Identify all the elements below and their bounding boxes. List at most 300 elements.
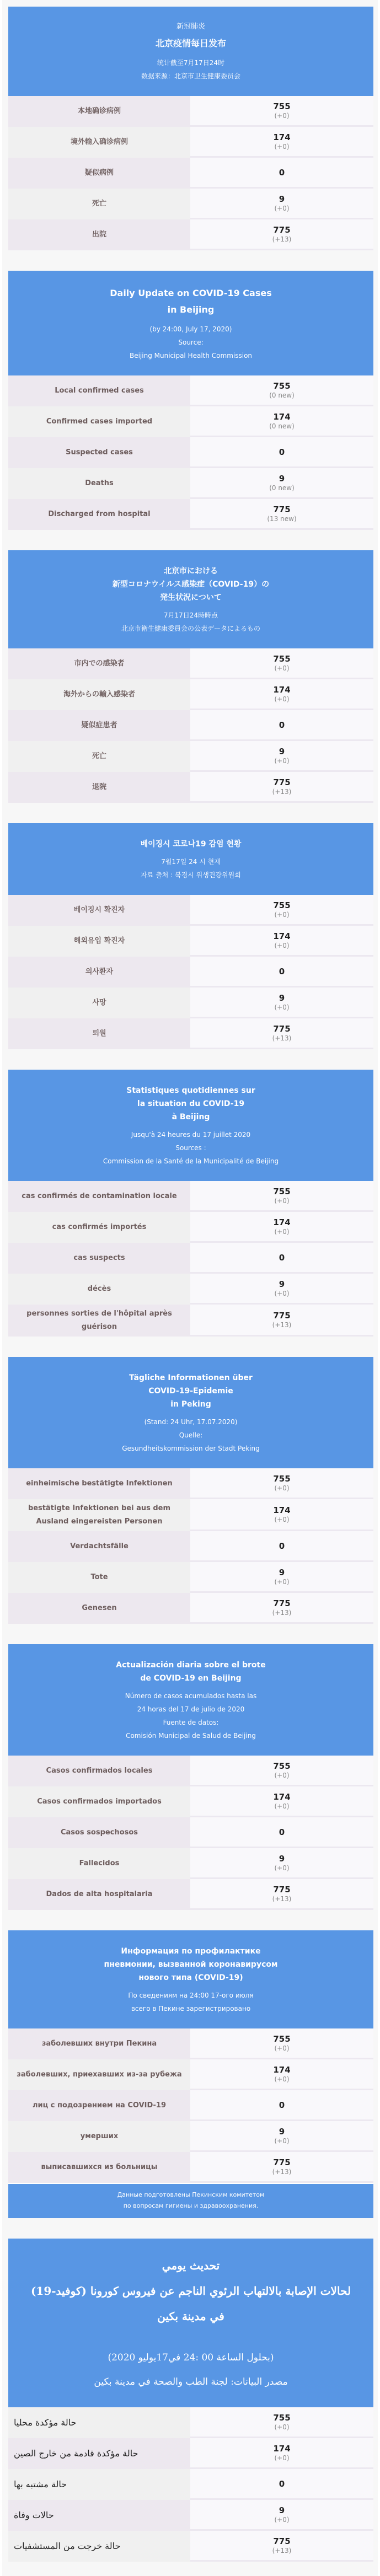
header-title-line: 発生状況について <box>160 593 222 602</box>
row-value-cell <box>190 957 373 988</box>
row-label: personnes sorties de l'hôpital après guérison <box>8 1305 190 1337</box>
table-row <box>8 406 373 437</box>
row-value-cell <box>190 158 373 189</box>
row-value-cell <box>190 1243 373 1274</box>
table-row <box>8 1274 373 1305</box>
row-value: 775 <box>273 2157 291 2167</box>
row-value-cell <box>190 2059 373 2090</box>
row-value: 755 <box>273 1761 291 1771</box>
row-label: حالة مؤكدة قادمة من خارج الصين <box>8 2438 190 2469</box>
row-value-cell <box>190 926 373 957</box>
row-delta: (+13) <box>272 1034 292 1042</box>
row-label: 사망 <box>8 988 190 1018</box>
stats-table <box>8 1756 373 1910</box>
row-value-cell <box>190 1786 373 1817</box>
row-value-cell <box>190 468 373 499</box>
row-value: 755 <box>273 2033 291 2044</box>
header-spacer <box>19 1984 362 1989</box>
row-delta: (+13) <box>272 2546 292 2554</box>
row-label: décès <box>8 1274 190 1305</box>
row-label: cas confirmés de contamination locale <box>8 1181 190 1212</box>
row-label: 本地确诊病例 <box>8 96 190 127</box>
row-label: Local confirmed cases <box>8 375 190 406</box>
row-label: 疑似病例 <box>8 158 190 189</box>
row-value: 755 <box>273 101 291 111</box>
section-header <box>8 550 373 648</box>
row-label: Casos confirmados locales <box>8 1756 190 1786</box>
header-title-line: la situation du COVID-19 <box>137 1099 245 1108</box>
row-value: 174 <box>273 2064 291 2075</box>
row-value-cell <box>190 741 373 772</box>
row-label: حالات وفاة <box>8 2500 190 2531</box>
row-delta: (+0) <box>274 1484 290 1492</box>
row-value-cell <box>190 1879 373 1910</box>
row-label: 退院 <box>8 772 190 803</box>
row-label: Fallecidos <box>8 1848 190 1879</box>
row-value: 0 <box>279 447 285 457</box>
row-value-cell <box>190 219 373 250</box>
row-delta: (+0) <box>274 1864 290 1872</box>
row-value-cell <box>190 2152 373 2183</box>
header-subtitle-line: 统计截至7月17日24时 <box>157 59 225 67</box>
row-value: 9 <box>279 746 285 756</box>
header-title-line: في مدينة بكين <box>157 2310 224 2323</box>
row-value: 0 <box>279 966 285 976</box>
report-section-fr <box>8 1070 373 1337</box>
row-value-cell <box>190 772 373 803</box>
table-row <box>8 158 373 189</box>
table-row <box>8 2438 373 2469</box>
table-row <box>8 1499 373 1531</box>
section-header <box>8 7 373 96</box>
row-value: 9 <box>279 473 285 484</box>
row-value-cell <box>190 406 373 437</box>
row-delta: (+13) <box>272 1321 292 1329</box>
row-delta: (+0) <box>274 1289 290 1297</box>
header-title-line: Daily Update on COVID-19 Cases <box>110 288 272 298</box>
header-spacer <box>19 2329 362 2346</box>
row-value-cell <box>190 1274 373 1305</box>
section-header <box>8 2239 373 2407</box>
header-title-line: Actualización diaria sobre el brote <box>116 1661 266 1670</box>
table-row <box>8 1212 373 1243</box>
row-value: 0 <box>279 1827 285 1837</box>
row-delta: (+13) <box>272 2167 292 2176</box>
row-delta: (0 new) <box>269 484 295 492</box>
row-value-cell <box>190 1212 373 1243</box>
row-value: 9 <box>279 1853 285 1864</box>
table-row <box>8 375 373 406</box>
report-section-ar <box>8 2239 373 2562</box>
row-label: Suspected cases <box>8 437 190 468</box>
header-title-line: 베이징시 코로나19 감염 현황 <box>140 840 242 849</box>
table-row <box>8 1305 373 1337</box>
header-subtitle-line: Quelle: <box>179 1431 203 1439</box>
row-value-cell <box>190 988 373 1018</box>
table-row <box>8 2500 373 2531</box>
section-header <box>8 1644 373 1756</box>
stats-table <box>8 1468 373 1624</box>
row-label: حالة مشتبه بها <box>8 2469 190 2500</box>
header-spacer <box>19 851 362 855</box>
row-delta: (+0) <box>274 2454 290 2462</box>
table-row <box>8 127 373 158</box>
header-title-line: Statistiques quotidiennes sur <box>126 1086 255 1095</box>
header-subtitle-line: 24 horas del 17 de julio de 2020 <box>137 1705 245 1713</box>
row-value: 174 <box>273 1505 291 1515</box>
section-header <box>8 1070 373 1181</box>
row-delta: (+0) <box>274 2515 290 2524</box>
table-row <box>8 2028 373 2059</box>
table-row <box>8 1756 373 1786</box>
row-value: 9 <box>279 992 285 1003</box>
header-subtitle-line: 자료 출처 : 북경시 위생건강위원회 <box>141 871 241 879</box>
header-title-line: пневмонии, вызванной коронавирусом <box>104 1960 278 1969</box>
footer-line: по вопросам гигиены и здравоохранения. <box>123 2202 259 2209</box>
report-section-ja <box>8 550 373 803</box>
row-value-cell <box>190 96 373 127</box>
header-title-line: нового типа (COVID-19) <box>138 1973 243 1982</box>
row-delta: (+0) <box>274 204 290 212</box>
row-value-cell <box>190 1181 373 1212</box>
report-section-es <box>8 1644 373 1910</box>
report-section-ru <box>8 1930 373 2218</box>
row-delta: (+0) <box>274 111 290 120</box>
table-row <box>8 189 373 219</box>
row-value: 755 <box>273 900 291 910</box>
row-label: 퇴원 <box>8 1018 190 1049</box>
table-row <box>8 437 373 468</box>
row-value: 755 <box>273 2412 291 2423</box>
row-value: 755 <box>273 1473 291 1484</box>
report-section-en <box>8 271 373 530</box>
header-subtitle-line: всего в Пекине зарегистрировано <box>131 2005 251 2012</box>
row-value: 775 <box>273 224 291 235</box>
header-title-line: Информация по профилактике <box>121 1947 261 1956</box>
header-title-line: تحديث يومي <box>162 2259 220 2272</box>
table-row <box>8 1848 373 1879</box>
header-subtitle-line: Commission de la Santé de la Municipalité de Beijing <box>103 1157 279 1165</box>
stats-table <box>8 648 373 803</box>
row-delta: (+0) <box>274 1771 290 1779</box>
header-subtitle-line: Fuente de datos: <box>163 1719 219 1726</box>
row-value-cell <box>190 1756 373 1786</box>
table-row <box>8 2152 373 2183</box>
row-label: Casos sospechosos <box>8 1817 190 1848</box>
header-spacer <box>19 1685 362 1689</box>
row-delta: (+0) <box>274 1227 290 1236</box>
row-label: 해외유입 확진자 <box>8 926 190 957</box>
stats-table <box>8 1181 373 1337</box>
header-title-line: COVID-19-Epidemie <box>148 1387 233 1396</box>
row-value-cell <box>190 2407 373 2438</box>
header-subtitle-line: 北京市衛生健康委員会の公表データによるもの <box>121 625 260 632</box>
row-delta: (+0) <box>274 2423 290 2431</box>
header-title-line: de COVID-19 en Beijing <box>140 1674 242 1683</box>
section-header <box>8 823 373 895</box>
row-value-cell <box>190 1018 373 1049</box>
row-value-cell <box>190 1848 373 1879</box>
row-value-cell <box>190 1305 373 1337</box>
row-label: einheimische bestätigte Infektionen <box>8 1468 190 1499</box>
row-delta: (+0) <box>274 695 290 703</box>
row-value: 775 <box>273 1310 291 1321</box>
row-label: 海外からの輸入感染者 <box>8 679 190 710</box>
row-label: 死亡 <box>8 189 190 219</box>
row-value-cell <box>190 2500 373 2531</box>
row-value: 174 <box>273 411 291 422</box>
table-row <box>8 1817 373 1848</box>
row-value-cell <box>190 679 373 710</box>
row-value: 174 <box>273 684 291 695</box>
table-row <box>8 926 373 957</box>
row-value-cell <box>190 2121 373 2152</box>
row-value: 174 <box>273 1791 291 1802</box>
row-value: 0 <box>279 167 285 178</box>
row-delta: (0 new) <box>269 422 295 430</box>
report-section-de <box>8 1357 373 1624</box>
row-value: 9 <box>279 1567 285 1577</box>
row-label: Discharged from hospital <box>8 499 190 530</box>
section-header <box>8 1930 373 2028</box>
row-delta: (+0) <box>274 1577 290 1586</box>
header-subtitle-line: Sources : <box>175 1144 206 1152</box>
table-row <box>8 988 373 1018</box>
row-label: Tote <box>8 1562 190 1593</box>
stats-table <box>8 96 373 250</box>
table-row <box>8 499 373 530</box>
header-subtitle-line: (بحلول الساعة 00 :24 في17يوليو 2020) <box>108 2352 274 2363</box>
header-subtitle-line: Beijing Municipal Health Commission <box>129 352 253 359</box>
row-value: 755 <box>273 653 291 664</box>
table-row <box>8 772 373 803</box>
table-row <box>8 2121 373 2152</box>
row-value: 174 <box>273 2443 291 2454</box>
row-value: 0 <box>279 2478 285 2489</box>
table-row <box>8 1562 373 1593</box>
row-label: умерших <box>8 2121 190 2152</box>
row-delta: (+13) <box>272 235 292 243</box>
table-row <box>8 2469 373 2500</box>
header-kicker: 新冠肺炎 <box>176 23 205 31</box>
header-subtitle-line: Jusqu'à 24 heures du 17 juillet 2020 <box>131 1131 251 1139</box>
row-delta: (+0) <box>274 756 290 765</box>
row-value: 0 <box>279 1252 285 1263</box>
row-value-cell <box>190 127 373 158</box>
header-spacer <box>19 52 362 56</box>
row-value: 775 <box>273 504 291 514</box>
header-title-line: 北京疫情每日发布 <box>155 38 226 49</box>
stats-table <box>8 2028 373 2183</box>
row-value: 775 <box>273 1884 291 1895</box>
section-footer <box>8 2183 373 2218</box>
row-value: 0 <box>279 1541 285 1551</box>
header-spacer <box>19 318 362 323</box>
covid-daily-report-page <box>2 0 378 2576</box>
row-label: заболевших, приехавших из-за рубежа <box>8 2059 190 2090</box>
row-value: 775 <box>273 2536 291 2546</box>
row-label: حالة خرجت من المستشفيات <box>8 2531 190 2562</box>
header-subtitle-line: 7월17일 24 시 현재 <box>161 858 221 866</box>
row-label: 境外输入确诊病例 <box>8 127 190 158</box>
row-label: cas suspects <box>8 1243 190 1274</box>
row-value: 174 <box>273 132 291 142</box>
row-delta: (+13) <box>272 1608 292 1617</box>
header-title-line: لحالات الإصابة بالالتهاب الرئوي الناجم عن فيروس كورونا (كوفيد-19) <box>30 2284 351 2298</box>
table-row <box>8 2090 373 2121</box>
header-subtitle-line: 7月17日24時時点 <box>163 611 218 619</box>
row-value-cell <box>190 375 373 406</box>
stats-table <box>8 2407 373 2562</box>
row-value-cell <box>190 499 373 530</box>
row-delta: (+0) <box>274 2044 290 2052</box>
row-label: Verdachtsfälle <box>8 1531 190 1562</box>
table-row <box>8 96 373 127</box>
footer-line: Данные подготовлены Пекинским комитетом <box>117 2191 265 2198</box>
row-value: 775 <box>273 1023 291 1034</box>
header-subtitle-line: По сведениям на 24:00 17-ого июля <box>128 1992 254 1999</box>
row-label: 베이징시 확진자 <box>8 895 190 926</box>
row-delta: (13 new) <box>267 514 297 523</box>
table-row <box>8 219 373 250</box>
header-spacer <box>19 1411 362 1415</box>
row-value-cell <box>190 1562 373 1593</box>
row-value-cell <box>190 2028 373 2059</box>
row-value-cell <box>190 710 373 741</box>
row-value-cell <box>190 1817 373 1848</box>
row-label: Deaths <box>8 468 190 499</box>
table-row <box>8 1879 373 1910</box>
row-value-cell <box>190 1468 373 1499</box>
row-value: 9 <box>279 2505 285 2515</box>
row-delta: (+0) <box>274 1515 290 1523</box>
table-row <box>8 679 373 710</box>
row-value: 755 <box>273 380 291 391</box>
table-row <box>8 710 373 741</box>
table-row <box>8 1181 373 1212</box>
table-row <box>8 1468 373 1499</box>
header-spacer <box>19 604 362 609</box>
table-row <box>8 2059 373 2090</box>
table-row <box>8 1786 373 1817</box>
row-delta: (+0) <box>274 664 290 672</box>
table-row <box>8 2407 373 2438</box>
header-spacer <box>19 1124 362 1128</box>
stats-table <box>8 375 373 530</box>
report-section-ko <box>8 823 373 1049</box>
row-delta: (+0) <box>274 1196 290 1205</box>
header-subtitle-line: (by 24:00, July 17, 2020) <box>149 325 232 333</box>
row-delta: (+13) <box>272 787 292 796</box>
table-row <box>8 1243 373 1274</box>
table-row <box>8 895 373 926</box>
row-value-cell <box>190 1499 373 1531</box>
row-value-cell <box>190 648 373 679</box>
row-value-cell <box>190 2531 373 2562</box>
row-label: bestätigte Infektionen bei aus dem Ausland eingereisten Personen <box>8 1499 190 1531</box>
row-value-cell <box>190 437 373 468</box>
row-label: заболевших внутри Пекина <box>8 2028 190 2059</box>
header-title-line: in Peking <box>170 1400 211 1409</box>
row-label: 의사환자 <box>8 957 190 988</box>
row-label: Casos confirmados importados <box>8 1786 190 1817</box>
row-value-cell <box>190 1593 373 1624</box>
row-delta: (0 new) <box>269 391 295 399</box>
section-header <box>8 271 373 375</box>
row-label: лиц с подозрением на COVID-19 <box>8 2090 190 2121</box>
table-row <box>8 741 373 772</box>
row-label: 市内での感染者 <box>8 648 190 679</box>
row-value: 9 <box>279 1279 285 1289</box>
row-label: cas confirmés importés <box>8 1212 190 1243</box>
row-value: 174 <box>273 1217 291 1227</box>
row-value-cell <box>190 2438 373 2469</box>
report-section-zh <box>8 7 373 250</box>
row-value-cell <box>190 895 373 926</box>
row-delta: (+0) <box>274 142 290 151</box>
row-value-cell <box>190 2469 373 2500</box>
row-delta: (+0) <box>274 2075 290 2083</box>
row-label: 疑似症患者 <box>8 710 190 741</box>
header-subtitle-line: Número de casos acumulados hasta las <box>125 1692 257 1700</box>
row-value: 775 <box>273 777 291 787</box>
row-delta: (+13) <box>272 1895 292 1903</box>
header-subtitle-line: (Stand: 24 Uhr, 17.07.2020) <box>144 1418 238 1426</box>
header-subtitle-line: مصدر البيانات: لجنة الطب والصحة في مدينة بكين <box>94 2376 288 2387</box>
row-delta: (+0) <box>274 1802 290 1810</box>
row-delta: (+0) <box>274 910 290 919</box>
row-label: Genesen <box>8 1593 190 1624</box>
row-value-cell <box>190 2090 373 2121</box>
header-subtitle-line: Comisión Municipal de Salud de Beijing <box>126 1732 256 1740</box>
header-title-line: 北京市における <box>164 567 218 576</box>
table-row <box>8 2531 373 2562</box>
row-label: 出院 <box>8 219 190 250</box>
row-delta: (+0) <box>274 2137 290 2145</box>
table-row <box>8 957 373 988</box>
row-label: حالة مؤكدة محليا <box>8 2407 190 2438</box>
row-value-cell <box>190 189 373 219</box>
row-label: 死亡 <box>8 741 190 772</box>
row-value: 174 <box>273 931 291 941</box>
stats-table <box>8 895 373 1049</box>
table-row <box>8 648 373 679</box>
table-row <box>8 1593 373 1624</box>
row-value: 755 <box>273 1186 291 1196</box>
header-title-line: in Beijing <box>167 304 215 315</box>
row-value: 0 <box>279 720 285 730</box>
header-title-line: à Beijing <box>172 1113 210 1121</box>
header-subtitle-line: 数据来源：北京市卫生健康委员会 <box>141 72 240 80</box>
header-subtitle-line: Source: <box>178 339 204 346</box>
row-value: 9 <box>279 2126 285 2137</box>
row-value-cell <box>190 1531 373 1562</box>
row-delta: (+0) <box>274 941 290 949</box>
header-subtitle-line: Gesundheitskommission der Stadt Peking <box>122 1445 260 1452</box>
table-row <box>8 468 373 499</box>
header-title-line: 新型コロナウイルス感染症（COVID-19）の <box>112 580 270 589</box>
header-title-line: Tägliche Informationen über <box>129 1373 253 1382</box>
table-row <box>8 1018 373 1049</box>
section-header <box>8 1357 373 1468</box>
row-label: выписавшихся из больницы <box>8 2152 190 2183</box>
row-delta: (+0) <box>274 1003 290 1011</box>
table-row <box>8 1531 373 1562</box>
row-value: 775 <box>273 1598 291 1608</box>
row-value: 0 <box>279 2100 285 2110</box>
row-label: Dados de alta hospitalaria <box>8 1879 190 1910</box>
row-value: 9 <box>279 194 285 204</box>
